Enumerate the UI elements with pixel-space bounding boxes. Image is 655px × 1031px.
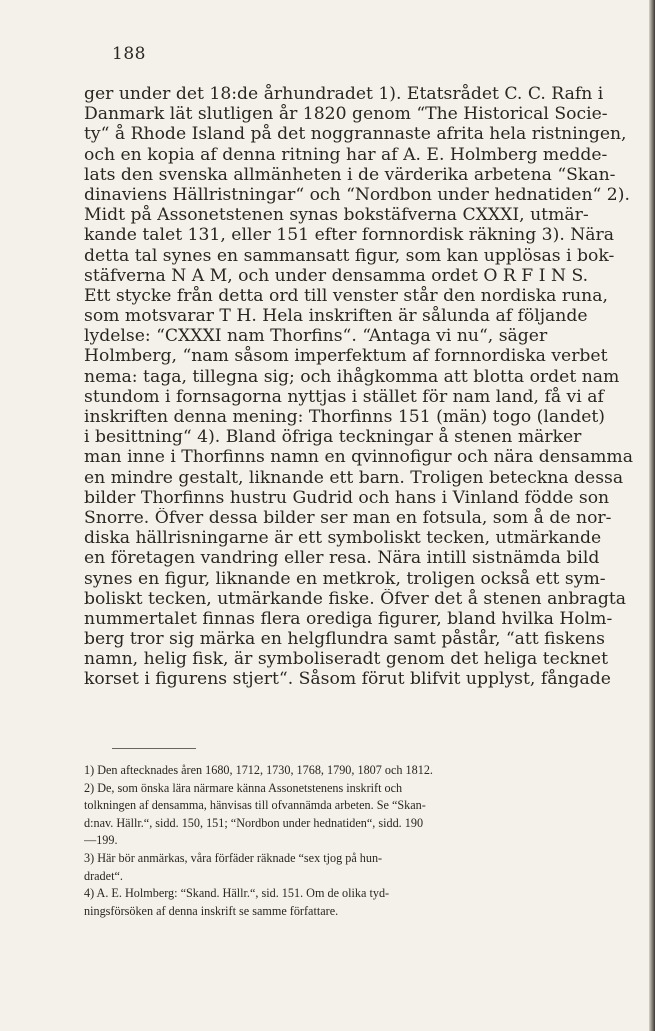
body-line: nema: taga, tillegna sig; och ihågkomma att blotta ordet nam — [84, 366, 620, 387]
body-line: inskriften denna mening: Thorfinns 151 (män) togo (landet) — [84, 407, 605, 427]
body-text — [84, 84, 654, 690]
body-line: berg tror sig märka en helgflundra samt påstår, “att fiskens — [84, 629, 605, 650]
footnote-line: 2) De, som önska lära närmare känna Assonetstenens inskrift och — [84, 780, 403, 795]
footnote-line: 3) Här bör anmärkas, våra förfäder räknade “sex tjog på hun- — [84, 850, 383, 865]
body-line: Midt på Assonetstenen synas bokstäfverna CXXXI, utmär- — [84, 205, 589, 226]
body-line: Ett stycke från detta ord till venster står den nordiska runa, — [84, 285, 608, 306]
body-line: lats den svenska allmänheten i de värderika arbetena “Skan- — [84, 164, 616, 185]
body-line: stäfverna N A M, och under densamma ordet O R F I N S. — [84, 265, 589, 286]
body-line: dinaviens Hällristningar“ och “Nordbon under hednatiden“ 2). — [84, 184, 630, 205]
body-line: en företagen vandring eller resa. Nära intill sistnämda bild — [84, 548, 600, 569]
body-line: diska hällrisningarne är ett symboliskt tecken, utmärkande — [84, 528, 602, 549]
body-line: ty“ å Rhode Island på det noggrannaste afrita hela ristningen, — [84, 124, 627, 145]
footnote-line: dradet“. — [84, 868, 123, 883]
body-line: i besittning“ 4). Bland öfriga teckningar å stenen märker — [84, 427, 582, 448]
footnote-line: d:nav. Hällr.“, sidd. 150, 151; “Nordbon under hednatiden“, sidd. 190 — [84, 815, 424, 830]
body-line: detta tal synes en sammansatt figur, som kan upplösas i bok- — [84, 245, 615, 266]
footnote-separator — [112, 748, 196, 749]
body-line: namn, helig fisk, är symboliseradt genom det heliga tecknet — [84, 649, 608, 670]
body-line: synes en figur, liknande en metkrok, troligen också ett sym- — [84, 568, 606, 589]
body-line: nummertalet finnas flera orediga figurer, bland hvilka Holm- — [84, 608, 613, 629]
body-line: ger under det 18:de århundradet 1). Etatsrådet C. C. Rafn i — [84, 84, 604, 104]
footnote-line: 1) Den aftecknades åren 1680, 1712, 1730, 1768, 1790, 1807 och 1812. — [84, 763, 433, 777]
body-line: man inne i Thorfinns namn en qvinnofigur och nära densamma — [84, 447, 633, 468]
body-line: som motsvarar T H. Hela inskriften är sålunda af följande — [84, 306, 588, 327]
body-line: stundom i fornsagorna nyttjas i stället för nam land, få vi af — [84, 386, 604, 407]
body-line: bilder Thorfinns hustru Gudrid och hans i Vinland födde son — [84, 487, 610, 508]
footnote-line: tolkningen af densamma, hänvisas till ofvannämda arbeten. Se “Skan- — [84, 798, 426, 813]
body-line: en mindre gestalt, liknande ett barn. Troligen beteckna dessa — [84, 467, 624, 488]
body-line: Snorre. Öfver dessa bilder ser man en fotsula, som å de nor- — [84, 507, 612, 528]
footnotes — [84, 762, 654, 920]
footnote-line: —199. — [84, 833, 118, 848]
body-line: lydelse: “CXXXI nam Thorfins“. “Antaga vi nu“, säger — [84, 326, 548, 347]
page-number: 188 — [112, 44, 146, 64]
body-line: och en kopia af denna ritning har af A. E. Holmberg medde- — [84, 144, 608, 165]
body-line: kande talet 131, eller 151 efter fornnordisk räkning 3). Nära — [84, 225, 614, 246]
body-line: boliskt tecken, utmärkande fiske. Öfver det å stenen anbragta — [84, 588, 627, 609]
footnote-line: 4) A. E. Holmberg: “Skand. Hällr.“, sid. 151. Om de olika tyd- — [84, 886, 390, 901]
footnote-line: ningsförsöken af denna inskrift se samme författare. — [84, 903, 339, 918]
body-line: korset i figurens stjert“. Såsom förut blifvit upplyst, fångade — [84, 669, 611, 690]
body-line: Danmark lät slutligen år 1820 genom “The Historical Socie- — [84, 104, 608, 125]
body-line: Holmberg, “nam såsom imperfektum af fornnordiska verbet — [84, 346, 608, 367]
